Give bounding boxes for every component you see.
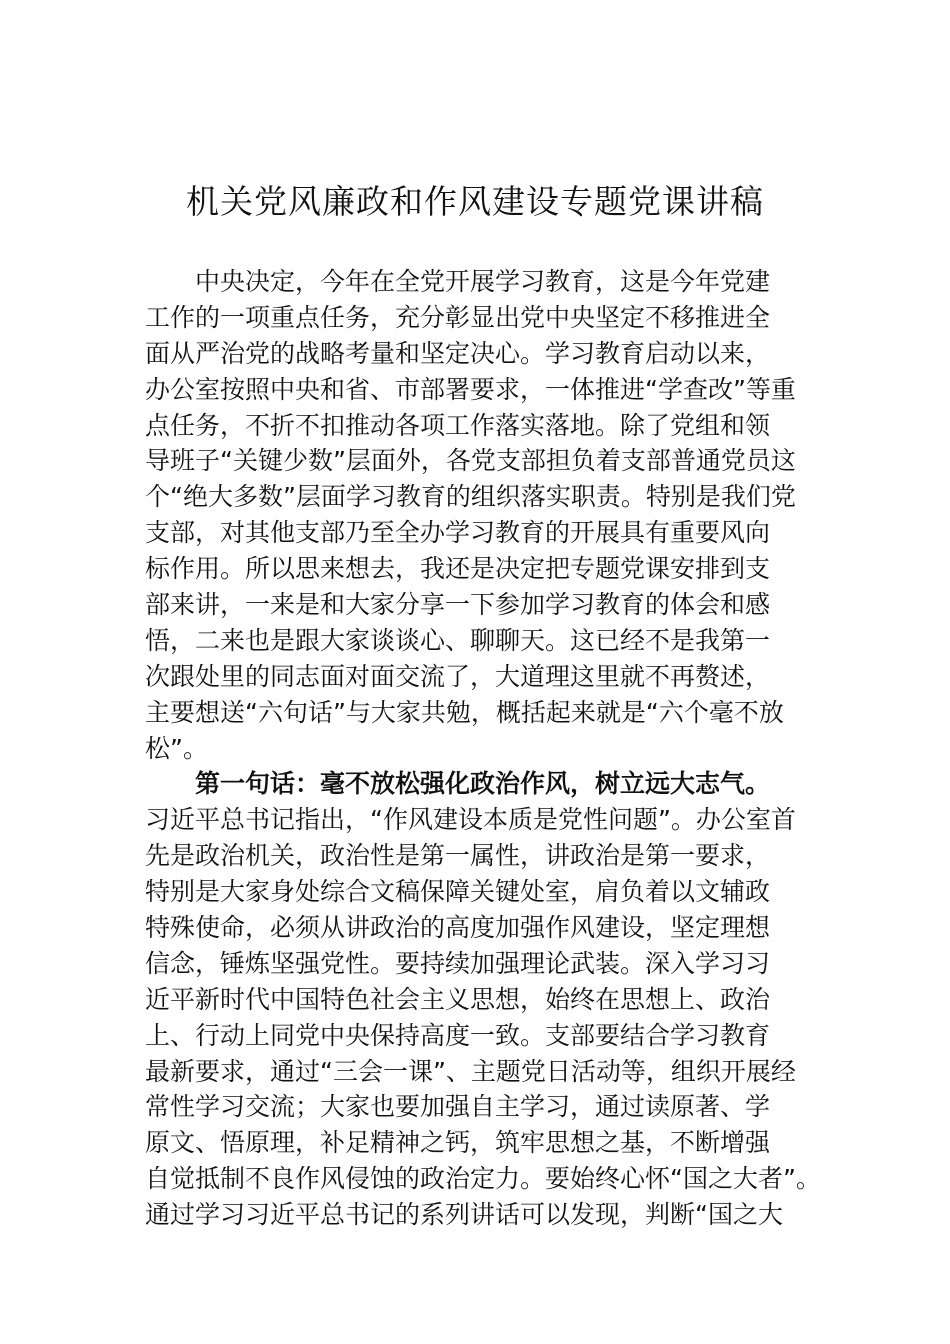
text-line: 工作的一项重点任务，充分彰显出党中央坚定不移推进全 (145, 302, 771, 332)
text-line: 个“绝大多数”层面学习教育的组织落实职责。特别是我们党 (145, 482, 796, 512)
text-line: 常性学习交流；大家也要加强自主学习，通过读原著、学 (145, 1092, 771, 1122)
text-line: 近平新时代中国特色社会主义思想，始终在思想上、政治 (145, 984, 771, 1014)
text-line: 支部，对其他支部乃至全办学习教育的开展具有重要风向 (145, 518, 771, 548)
document-body (145, 264, 825, 1233)
text-line: 原文、悟原理，补足精神之钙，筑牢思想之基，不断增强 (145, 1128, 771, 1158)
text-line: 部来讲，一来是和大家分享一下参加学习教育的体会和感 (145, 590, 771, 620)
text-line: 面从严治党的战略考量和坚定决心。学习教育启动以来， (145, 338, 771, 368)
text-line: 主要想送“六句话”与大家共勉，概括起来就是“六个毫不放 (145, 697, 784, 727)
section-heading: 第一句话：毫不放松强化政治作风，树立远大志气。 (195, 769, 771, 799)
text-line: 特殊使命，必须从讲政治的高度加强作风建设，坚定理想 (145, 913, 771, 943)
text-line: 标作用。所以思来想去，我还是决定把专题党课安排到支 (145, 554, 771, 584)
text-line: 导班子“关键少数”层面外，各党支部担负着支部普通党员这 (145, 446, 796, 476)
text-line: 习近平总书记指出，“作风建设本质是党性问题”。办公室首 (145, 805, 796, 835)
text-line: 中央决定，今年在全党开展学习教育，这是今年党建 (195, 267, 771, 296)
text-line: 信念，锤炼坚强党性。要持续加强理论武装。深入学习习 (145, 948, 771, 978)
text-line: 松”。 (145, 733, 208, 763)
text-line: 先是政治机关，政治性是第一属性，讲政治是第一要求， (145, 841, 771, 871)
document-title: 机关党风廉政和作风建设专题党课讲稿 (186, 182, 764, 221)
text-line: 上、行动上同党中央保持高度一致。支部要结合学习教育 (145, 1020, 771, 1050)
text-line: 通过学习习近平总书记的系列讲话可以发现，判断“国之大 (145, 1200, 783, 1230)
text-line: 次跟处里的同志面对面交流了，大道理这里就不再赘述， (145, 661, 771, 691)
text-line: 办公室按照中央和省、市部署要求，一体推进“学查改”等重 (145, 374, 796, 404)
text-line: 悟，二来也是跟大家谈谈心、聊聊天。这已经不是我第一 (145, 625, 771, 655)
text-line: 最新要求，通过“三会一课”、主题党日活动等，组织开展经 (145, 1056, 796, 1086)
text-line: 自觉抵制不良作风侵蚀的政治定力。要始终心怀“国之大者”。 (145, 1164, 821, 1194)
text-line: 点任务，不折不扣推动各项工作落实落地。除了党组和领 (145, 410, 771, 440)
text-line: 特别是大家身处综合文稿保障关键处室，肩负着以文辅政 (145, 877, 771, 907)
